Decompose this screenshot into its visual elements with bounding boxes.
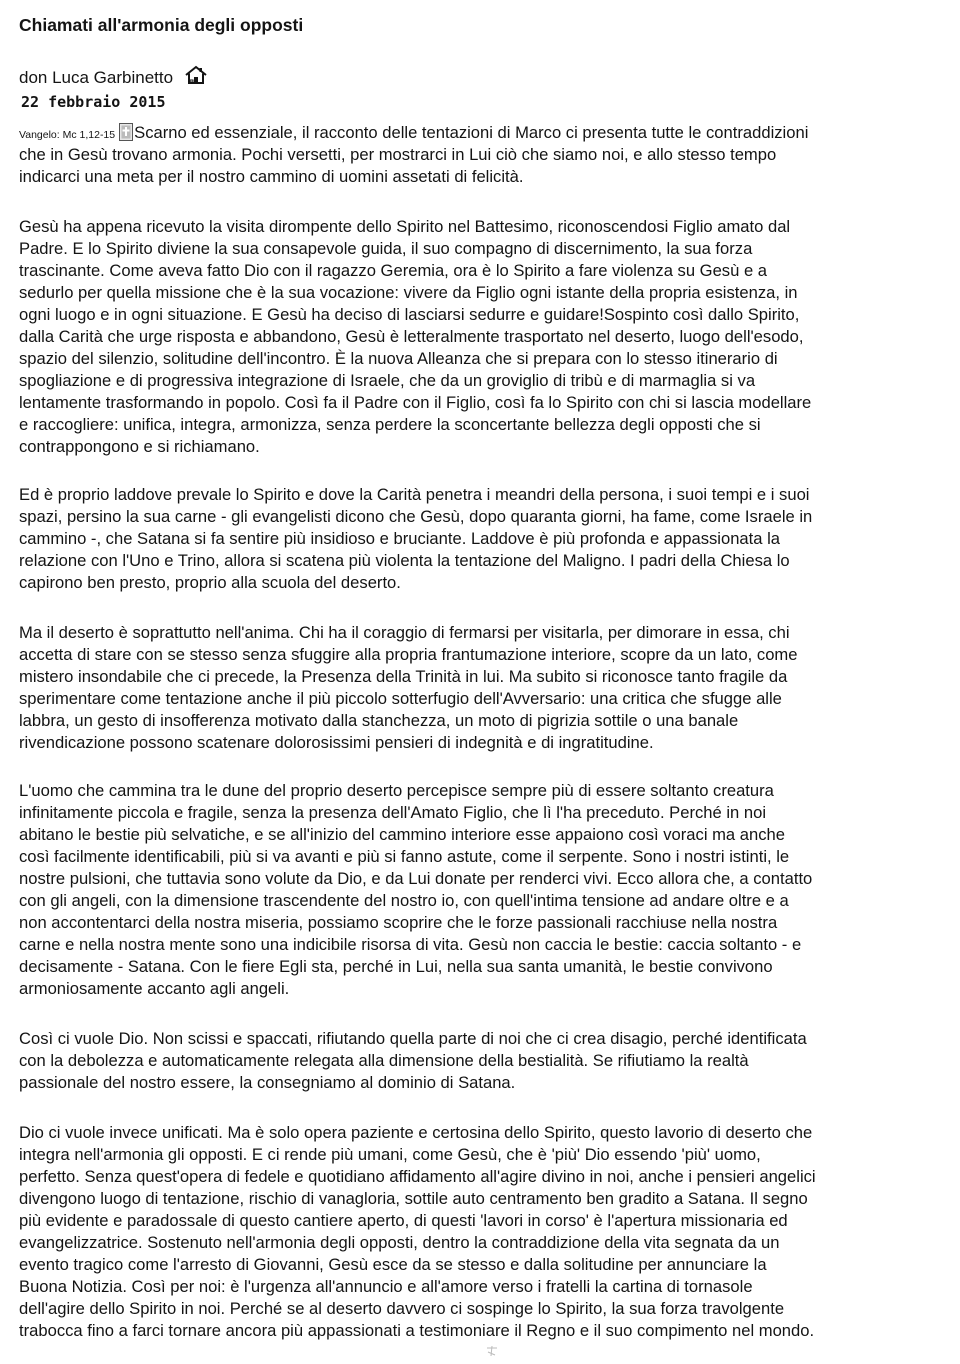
text-line: perfetto. Senza quest'opera di fedele e quotidiano affidamento all'agire divino in noi, anche i pensieri angelici xyxy=(19,1167,816,1186)
document-title: Chiamati all'armonia degli opposti xyxy=(19,15,304,35)
text-line: evangelizzatrice. Sostenuto nell'armonia degli opposti, dentro la contraddizione della vita segnata da un xyxy=(19,1233,780,1252)
text-line: capirono ben presto, proprio alla scuola del deserto. xyxy=(19,573,401,592)
paragraph xyxy=(19,622,941,754)
text-line: con gli angeli, con la dimensione trascendente del nostro io, con quell'intima tensione ad andare oltre e a xyxy=(19,891,789,910)
text-line: mistero insondabile che ci precede, la Presenza della Trinità in lui. Ma subito si riconosce tanto fragile da xyxy=(19,667,788,686)
text-line: dell'agire dello Spirito in noi. Perché se al deserto davvero ci sospinge lo Spirito, la sua forza travolgente xyxy=(19,1299,785,1318)
text-line: con la debolezza e automaticamente relegata alla dimensione della bestialità. Se rifiutiamo la realtà xyxy=(19,1051,749,1070)
text-line: sedurlo per quella missione che è la sua vocazione: vivere da Figlio ogni istante della propria esistenza, in xyxy=(19,283,798,302)
paragraph xyxy=(19,780,941,1000)
text-line: più evidente e paradossale di questo cantiere aperto, di questi 'lavori in corso' è l'apertura missionaria ed xyxy=(19,1211,788,1230)
text-line: indicarci una meta per il nostro cammino di uomini assetati di felicità. xyxy=(19,167,524,186)
text-line: Padre. E lo Spirito diviene la sua consapevole guida, il suo compagno di discernimento, la sua forza xyxy=(19,239,753,258)
paragraph xyxy=(19,122,941,188)
text-line: passionale del nostro essere, la consegniamo al dominio di Satana. xyxy=(19,1073,516,1092)
paragraph xyxy=(19,216,941,458)
text-line: ogni luogo e in ogni situazione. E Gesù ha deciso di lasciarsi sedurre e guidare!Sospinto così dallo Spirito, xyxy=(19,305,800,324)
author-line xyxy=(19,68,207,88)
paragraph xyxy=(19,484,941,594)
text-line: e raccogliere: unifica, integra, armonizza, senza perdere la sconcertante bellezza degli opposti che si xyxy=(19,415,761,434)
text-line: integra nell'armonia gli opposti. E ci rende più umani, come Gesù, che è 'più' Dio essendo 'più' uomo, xyxy=(19,1145,761,1164)
text-line-content: Scarno ed essenziale, il racconto delle tentazioni di Marco ci presenta tutte le contraddizioni xyxy=(134,123,809,142)
gospel-book-icon[interactable] xyxy=(119,123,133,141)
text-line: sperimentare come tentazione anche il più piccolo sotterfugio dell'Avversario: una critica che sfugge alle xyxy=(19,689,782,708)
text-line: Ma il deserto è soprattutto nell'anima. Chi ha il coraggio di fermarsi per visitarla, per dimorare in essa, chi xyxy=(19,623,790,642)
text-line: Buona Notizia. Così per noi: è l'urgenza all'annuncio e all'amore verso i fratelli la cartina di tornasole xyxy=(19,1277,753,1296)
text-line: che in Gesù trovano armonia. Pochi versetti, per mostrarci in Lui ciò che siamo noi, e allo stesso tempo xyxy=(19,145,777,164)
home-icon[interactable] xyxy=(185,65,207,85)
author-name: don Luca Garbinetto xyxy=(19,68,174,87)
text-line: dalla Carità che urge risposta e abbandono, Gesù è letteralmente trasportato nel deserto, luogo dell'esodo, xyxy=(19,327,804,346)
text-line: infinitamente piccola e fragile, senza la presenza dell'Amato Figlio, che lì l'ha preceduto. Perché in noi xyxy=(19,803,767,822)
text-line: Ed è proprio laddove prevale lo Spirito e dove la Carità penetra i meandri della persona, i suoi tempi e i suoi xyxy=(19,485,810,504)
text-line: cammino -, che Satana si fa sentire più insidioso e bruciante. Laddove è più profonda e appassionata la xyxy=(19,529,781,548)
paragraph xyxy=(19,1122,941,1342)
text-line: evento tragico come l'arresto di Giovanni, Gesù esce da se stesso e dalla solitudine per annunciare la xyxy=(19,1255,767,1274)
text-line: decisamente - Satana. Con le fiere Egli sta, perché in Lui, nella sua santa umanità, le bestie convivono xyxy=(19,957,773,976)
paragraph xyxy=(19,1028,941,1094)
text-line: nostre pulsioni, che tuttavia sono volute da Dio, e da Lui donate per renderci vivi. Ecco allora che, a contatto xyxy=(19,869,813,888)
text-line xyxy=(19,122,941,144)
gospel-reference: Vangelo: Mc 1,12-15 xyxy=(19,129,116,141)
scan-mark-icon xyxy=(484,1343,500,1359)
text-line: così facilmente identificabili, più si va avanti e più si fanno astute, come il serpente. Sono i nostri istinti, le xyxy=(19,847,790,866)
text-line: trabocca fino a farci tornare ancora più appassionati a testimoniare il Regno e il suo compimento nel mondo. xyxy=(19,1321,815,1340)
text-line: relazione con l'Uno e Trino, allora si scatena più violenta la tentazione del Maligno. I padri della Chiesa lo xyxy=(19,551,790,570)
text-line: Dio ci vuole invece unificati. Ma è solo opera paziente e certosina dello Spirito, questo lavorio di deserto che xyxy=(19,1123,813,1142)
document-date: 22 febbraio 2015 xyxy=(21,93,166,111)
text-line: contrappongono e si richiamano. xyxy=(19,437,260,456)
text-line: rivendicazione possono scatenare dolorosissimi pensieri di indegnità e di ingratitudine. xyxy=(19,733,654,752)
text-line: spazio del silenzio, solitudine dell'incontro. È la nuova Alleanza che si prepara con lo stesso itinerario di xyxy=(19,349,778,368)
text-line: Gesù ha appena ricevuto la visita dirompente dello Spirito nel Battesimo, riconoscendosi Figlio amato dal xyxy=(19,217,791,236)
text-line: labbra, un gesto di insofferenza motivato dalla stanchezza, un moto di pigrizia sottile o una banale xyxy=(19,711,739,730)
text-line: spazi, persino la sua carne - gli evangelisti dicono che Gesù, dopo quaranta giorni, ha fame, come Israele in xyxy=(19,507,813,526)
text-line: divengono luogo di tentazione, rischio di vanagloria, sottile auto centramento ben gradito a Satana. Il segno xyxy=(19,1189,808,1208)
text-line: Così ci vuole Dio. Non scissi e spaccati, rifiutando quella parte di noi che ci crea disagio, perché identificata xyxy=(19,1029,807,1048)
text-line: accetta di stare con se stesso senza sfuggire alla propria frantumazione interiore, scopre da un lato, come xyxy=(19,645,798,664)
text-line: armoniosamente accanto agli angeli. xyxy=(19,979,290,998)
text-line: non accontentarci della nostra miseria, possiamo scoprire che le forze passionali racchiuse nella nostra xyxy=(19,913,778,932)
text-line: lentamente trasformando in popolo. Così fa il Padre con il Figlio, così fa lo Spirito con chi si lascia modellare xyxy=(19,393,812,412)
text-line: carne e nella nostra mente sono una indicibile risorsa di vita. Gesù non caccia le bestie: caccia soltanto - e xyxy=(19,935,802,954)
text-line: abitano le bestie più selvatiche, e se all'inizio del cammino interiore esse appaiono così voraci ma anche xyxy=(19,825,785,844)
text-line: L'uomo che cammina tra le dune del proprio deserto percepisce sempre più di essere soltanto creatura xyxy=(19,781,774,800)
text-line: spogliazione e di progressiva integrazione di Israele, che da un groviglio di tribù e di marmaglia si va xyxy=(19,371,756,390)
text-line: trascinante. Come aveva fatto Dio con il ragazzo Geremia, ora è lo Spirito a fare violenza su Gesù e a xyxy=(19,261,768,280)
